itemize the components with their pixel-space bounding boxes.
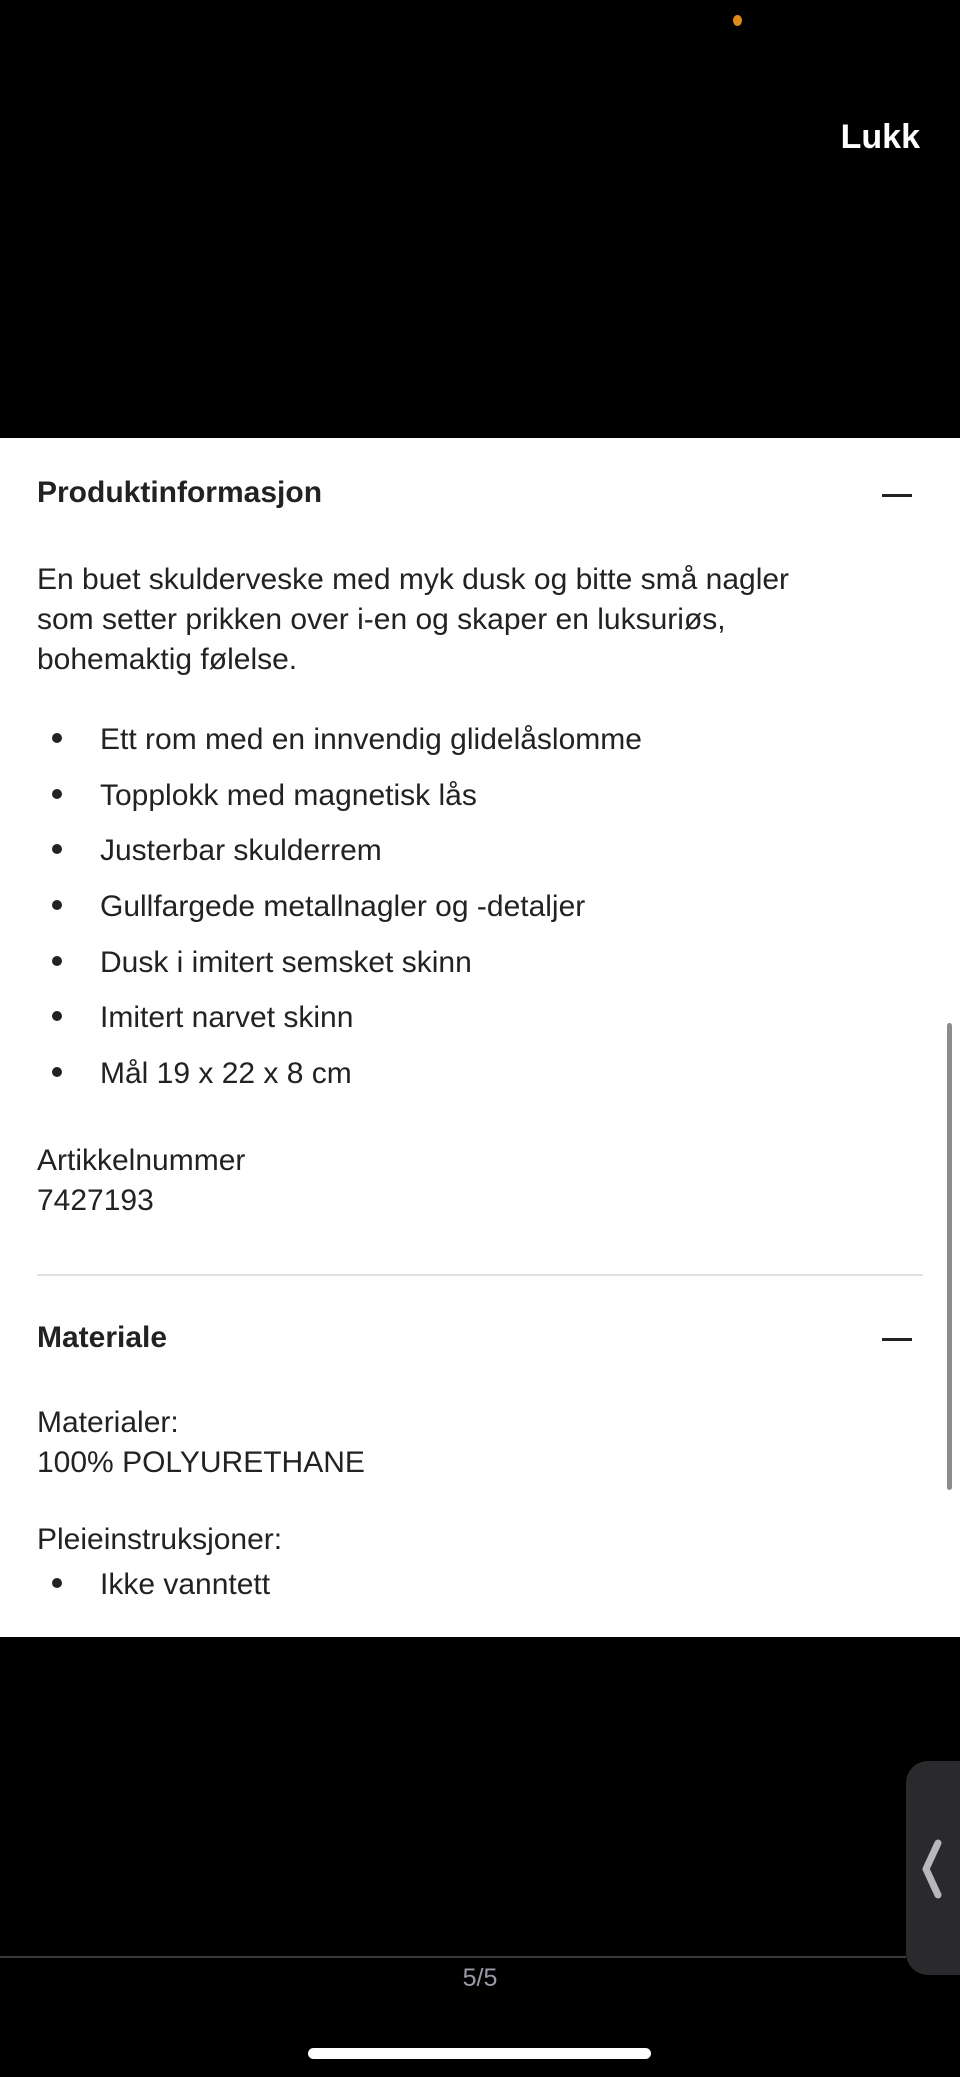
- feature-item: [37, 943, 472, 983]
- description-line: bohemaktig følelse.: [37, 643, 298, 676]
- bullet-icon: [52, 844, 62, 854]
- care-item: [37, 1565, 270, 1605]
- feature-item: [37, 720, 642, 760]
- bullet-icon: [52, 956, 62, 966]
- scrollbar[interactable]: [947, 1023, 952, 1490]
- product-details-panel: [0, 438, 960, 1637]
- feature-item: [37, 831, 382, 871]
- section-divider: [37, 1274, 923, 1276]
- feature-item: [37, 998, 353, 1038]
- care-text: Ikke vanntett: [100, 1568, 271, 1601]
- article-number-label: Artikkelnummer: [37, 1144, 246, 1177]
- feature-item: [37, 1054, 352, 1094]
- home-indicator[interactable]: [308, 2048, 651, 2059]
- material-heading: Materiale: [37, 1321, 168, 1354]
- toolbar-divider: [0, 1956, 906, 1958]
- bullet-icon: [52, 789, 62, 799]
- chevron-left-icon: [920, 1839, 944, 1899]
- feature-text: Topplokk med magnetisk lås: [100, 779, 477, 812]
- description-line: som setter prikken over i-en og skaper en luksuriøs,: [37, 603, 726, 636]
- feature-item: [37, 887, 585, 927]
- product-info-heading: Produktinformasjon: [37, 476, 323, 509]
- collapse-material-icon[interactable]: [882, 1338, 912, 1341]
- close-button[interactable]: Lukk: [840, 118, 920, 156]
- article-number-value: 7427193: [37, 1184, 154, 1217]
- bullet-icon: [52, 733, 62, 743]
- feature-text: Dusk i imitert semsket skinn: [100, 946, 472, 979]
- feature-text: Justerbar skulderrem: [100, 834, 382, 867]
- feature-text: Imitert narvet skinn: [100, 1001, 354, 1034]
- bullet-icon: [52, 900, 62, 910]
- feature-item: [37, 776, 477, 816]
- bullet-icon: [52, 1011, 62, 1021]
- page-counter: 5/5: [462, 1964, 498, 1992]
- materials-value: 100% POLYURETHANE: [37, 1446, 365, 1479]
- care-label: Pleieinstruksjoner:: [37, 1523, 283, 1556]
- side-panel-handle[interactable]: [906, 1761, 960, 1975]
- materials-label: Materialer:: [37, 1406, 179, 1439]
- collapse-product-info-icon[interactable]: [882, 494, 912, 497]
- bullet-icon: [52, 1067, 62, 1077]
- bullet-icon: [52, 1578, 62, 1588]
- status-indicator-dot: [733, 15, 742, 26]
- feature-text: Mål 19 x 22 x 8 cm: [100, 1057, 352, 1090]
- feature-text: Gullfargede metallnagler og -detaljer: [100, 890, 586, 923]
- description-line: En buet skulderveske med myk dusk og bitte små nagler: [37, 563, 790, 596]
- feature-text: Ett rom med en innvendig glidelåslomme: [100, 723, 642, 756]
